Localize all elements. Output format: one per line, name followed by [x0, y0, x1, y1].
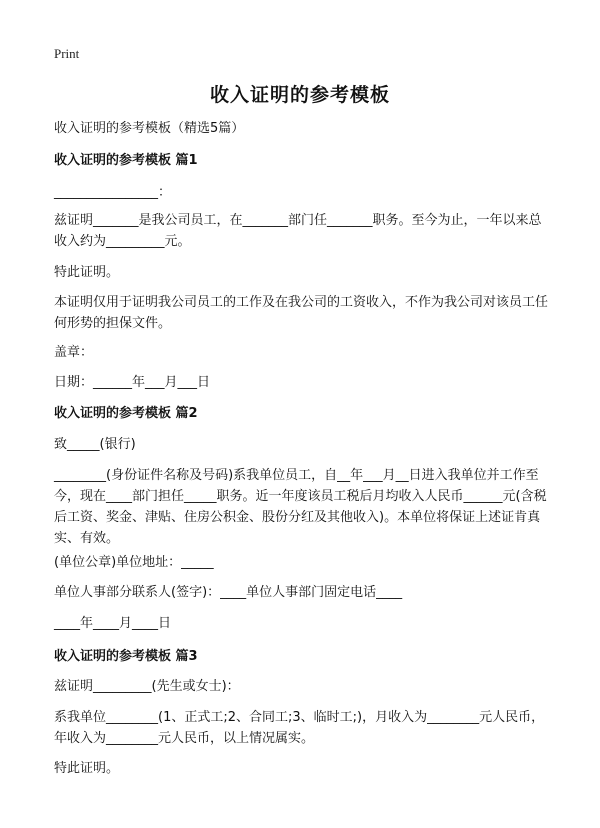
print-link[interactable]: Print: [54, 46, 80, 61]
section2-paragraph-2: ________(身份证件名称及号码)系我单位员工，自__年___月__日进入我单位并工作至今，现在____部门担任_____职务。近一年度该员工税后月均收入人民币______元(含税后工资、奖金、津贴、住房公积金、股份分红及其他收入)。本单位将保证上述证肯真实、有效。: [54, 468, 547, 546]
section1-addressee: ________________：: [54, 185, 172, 200]
section2-paragraph-1: 致_____(银行): [54, 437, 136, 452]
section2-heading: 收入证明的参考模板 篇2: [54, 406, 198, 421]
section2-paragraph-3: (单位公章)单位地址：_____: [54, 555, 214, 570]
section3-heading: 收入证明的参考模板 篇3: [54, 649, 198, 664]
intro-text: 收入证明的参考模板（精选5篇）: [54, 121, 245, 136]
section2-paragraph-4: 单位人事部分联系人(签字)：____单位人事部门固定电话____: [54, 585, 403, 600]
section1-paragraph-2: 特此证明。: [54, 265, 120, 280]
section1-paragraph-1: 兹证明_______是我公司员工，在_______部门任_______职务。至今为止，一年以来总收入约为_________元。: [54, 213, 542, 249]
section2-paragraph-5: ____年____月____日: [54, 616, 172, 631]
section1-paragraph-4: 盖章：: [54, 345, 94, 360]
section1-paragraph-5: 日期：______年___月___日: [54, 375, 211, 390]
section3-paragraph-2: 系我单位________(1、正式工;2、合同工;3、临时工;)，月收入为________元人民币，年收入为________元人民币，以上情况属实。: [54, 710, 545, 746]
section3-paragraph-1: 兹证明_________(先生或女士)：: [54, 679, 240, 694]
section3-paragraph-3: 特此证明。: [54, 761, 120, 776]
section1-paragraph-3: 本证明仅用于证明我公司员工的工作及在我公司的工资收入，不作为我公司对该员工任何形势的担保文件。: [54, 295, 549, 331]
page-title: 收入证明的参考模板: [209, 84, 390, 106]
section1-heading: 收入证明的参考模板 篇1: [54, 153, 198, 168]
